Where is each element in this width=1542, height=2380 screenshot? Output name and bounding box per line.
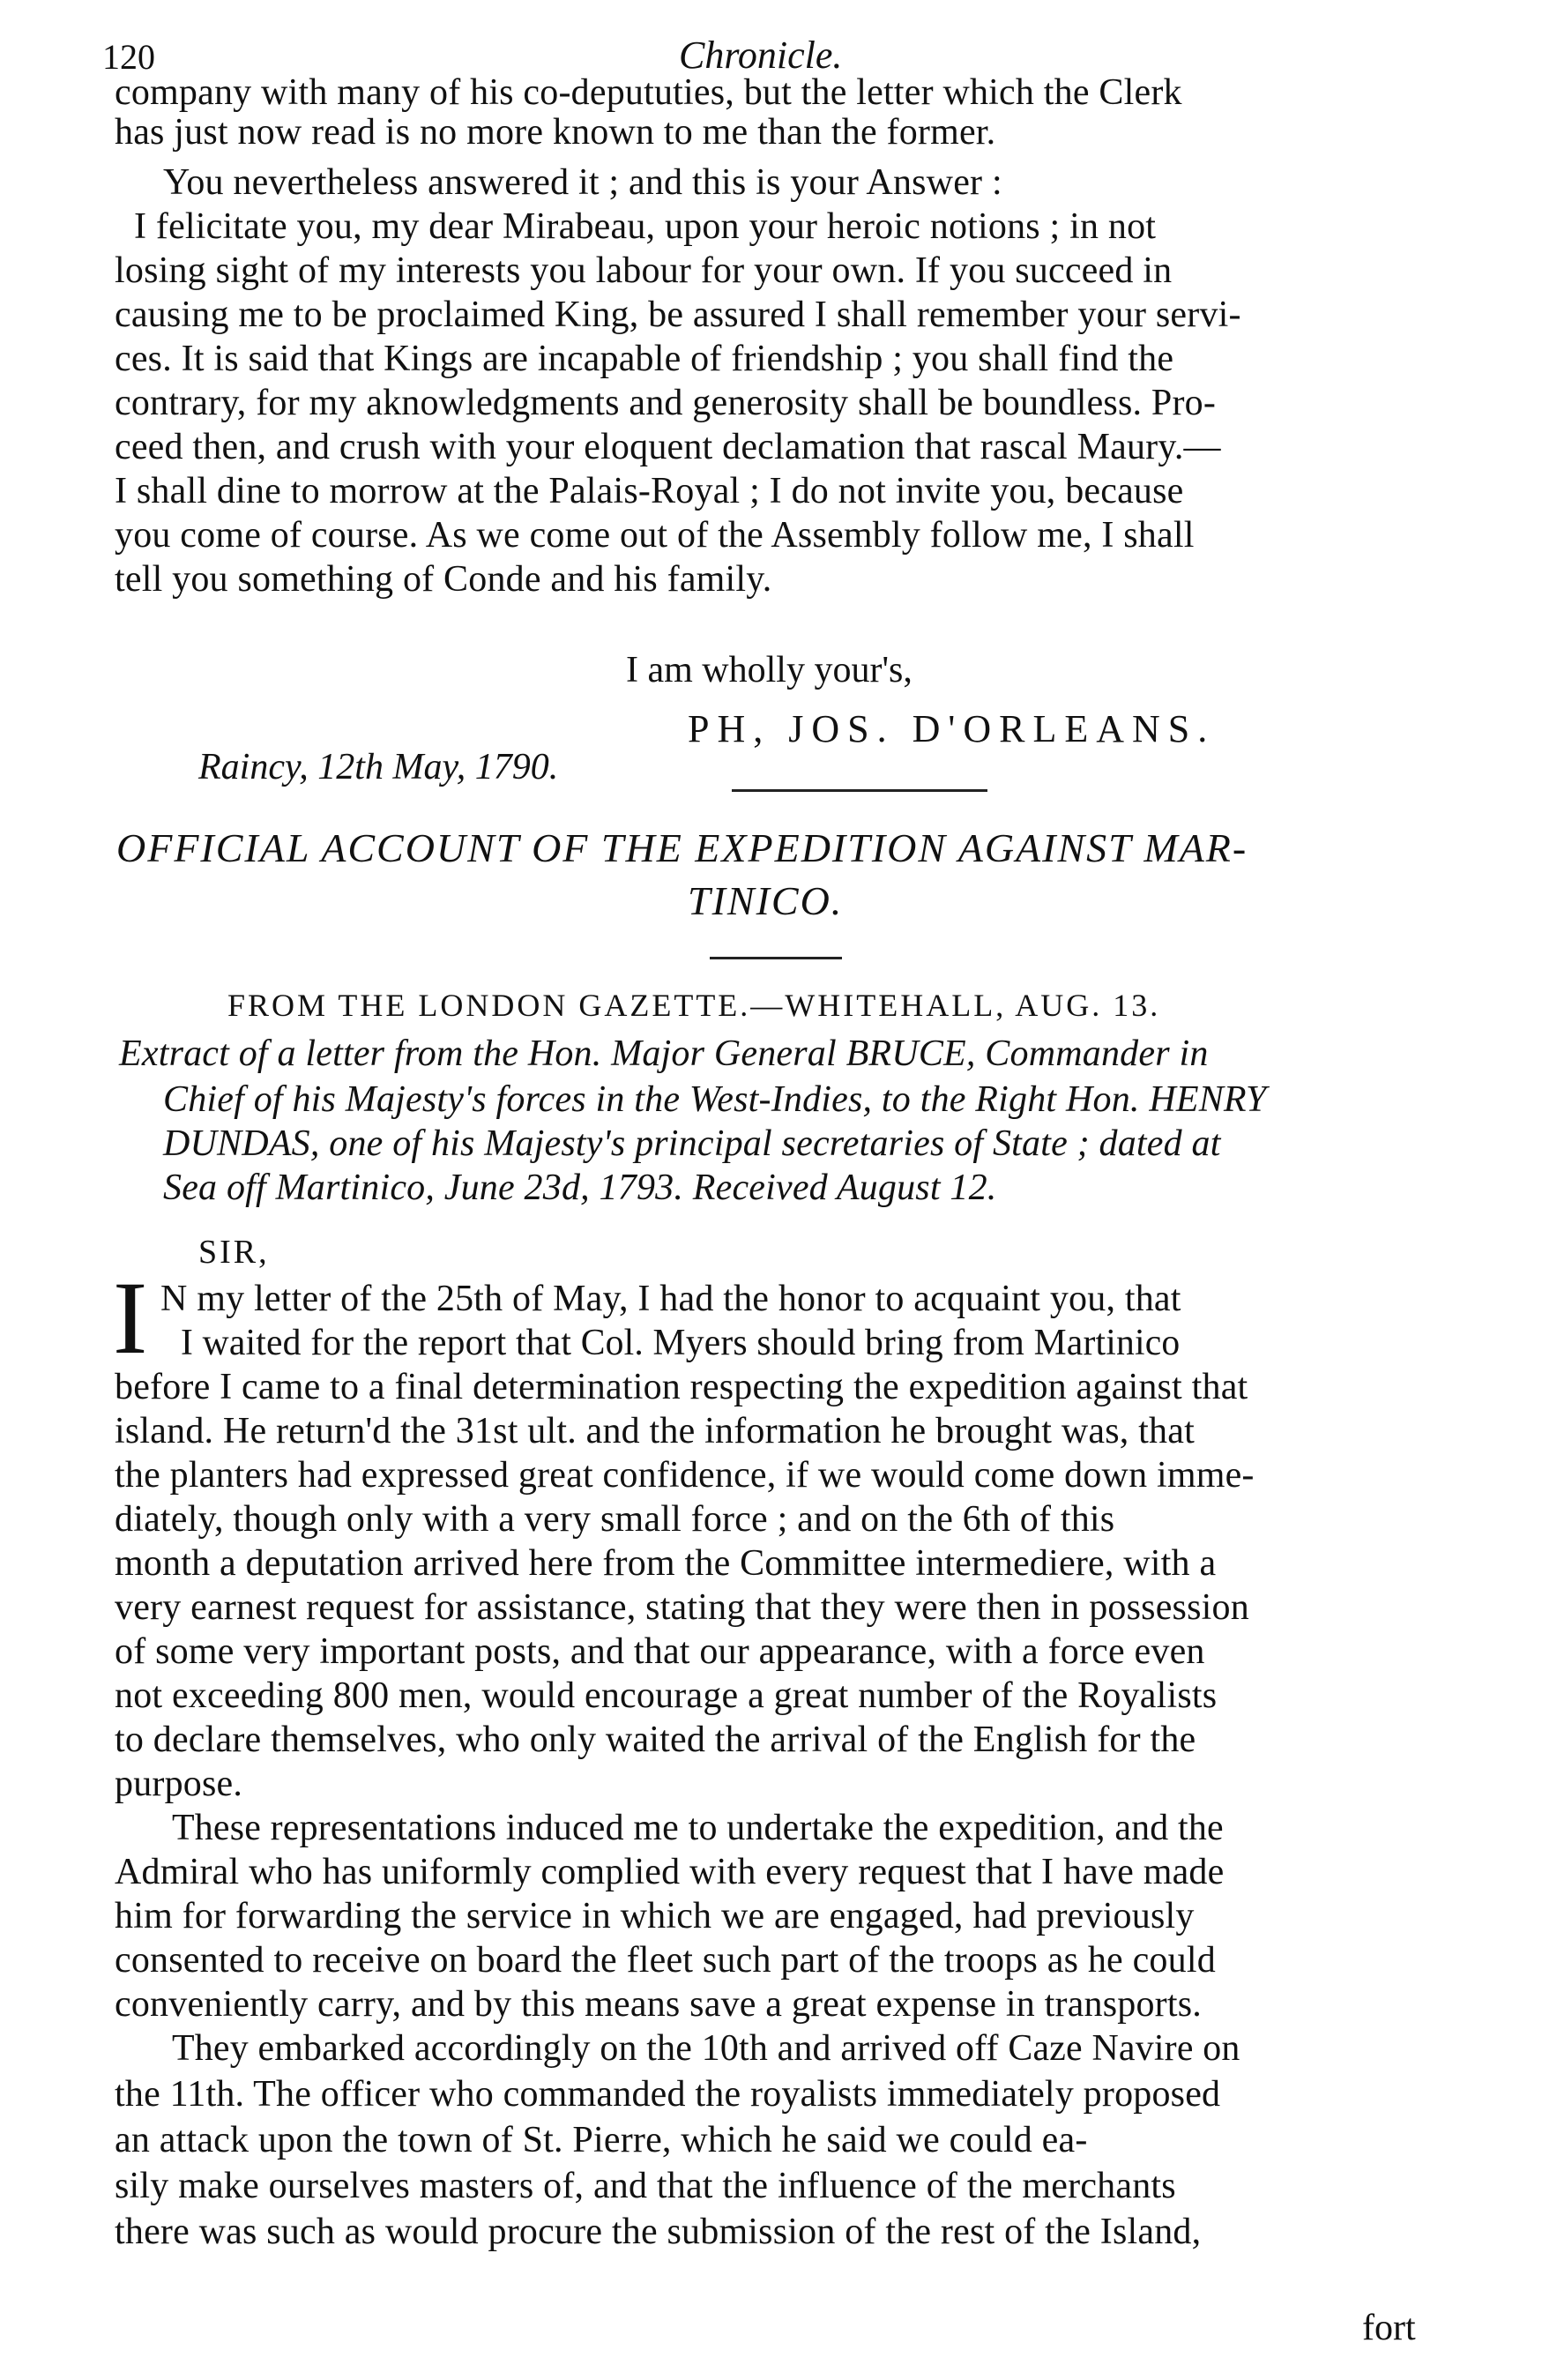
letter-line: contrary, for my aknowledgments and generosity shall be boundless. Pro- [115,383,1217,423]
body-line: the 11th. The officer who commanded the royalists immediately proposed [115,2074,1221,2115]
letter-dateline: Raincy, 12th May, 1790. [198,747,559,787]
letter-line: I shall dine to morrow at the Palais-Royal ; I do not invite you, because [115,471,1184,511]
section-divider [732,789,987,792]
letter-closing: I am wholly your's, [626,650,913,690]
article-heading: OFFICIAL ACCOUNT OF THE EXPEDITION AGAINST MAR- [116,825,1248,870]
body-line: before I came to a final determination respecting the expedition against that [115,1367,1248,1407]
body-line: conveniently carry, and by this means save a great expense in transports. [115,1984,1202,2025]
body-line: They embarked accordingly on the 10th and arrived off Caze Navire on [172,2028,1240,2069]
body-line: the planters had expressed great confidence, if we would come down imme- [115,1455,1255,1496]
body-line: month a deputation arrived here from the Committee intermediere, with a [115,1543,1217,1584]
body-line: N my letter of the 25th of May, I had the honor to acquaint you, that [160,1279,1181,1319]
extract-line: DUNDAS, one of his Majesty's principal secretaries of State ; dated at [163,1123,1221,1164]
running-title: Chronicle. [679,34,843,77]
letter-line: losing sight of my interests you labour for your own. If you succeed in [115,250,1173,291]
extract-line: Sea off Martinico, June 23d, 1793. Received August 12. [163,1168,997,1208]
article-heading-cont: TINICO. [688,878,844,923]
body-line: I waited for the report that Col. Myers should bring from Martinico [181,1323,1181,1363]
drop-cap: I [113,1260,148,1376]
body-line: there was such as would procure the submission of the rest of the Island, [115,2212,1202,2252]
letter-line: ces. It is said that Kings are incapable of friendship ; you shall find the [115,339,1174,379]
body-line: Admiral who has uniformly complied with every request that I have made [115,1852,1225,1892]
body-line: purpose. [115,1764,243,1804]
letter-line: I felicitate you, my dear Mirabeau, upon your heroic notions ; in not [134,206,1157,247]
extract-line: Chief of his Majesty's forces in the West-Indies, to the Right Hon. HENRY [163,1079,1267,1120]
letter-line: you come of course. As we come out of the Assembly follow me, I shall [115,515,1195,556]
body-line: diately, though only with a very small force ; and on the 6th of this [115,1499,1115,1540]
letter-line: company with many of his co-depututies, but the letter which the Clerk [115,72,1182,113]
body-line: an attack upon the town of St. Pierre, which he said we could ea- [115,2120,1088,2160]
salutation: SIR, [198,1234,270,1271]
heading-rule [710,957,842,959]
body-line: of some very important posts, and that our appearance, with a force even [115,1631,1205,1672]
letter-line: causing me to be proclaimed King, be assured I shall remember your servi- [115,295,1241,335]
body-line: consented to receive on board the fleet such part of the troops as he could [115,1940,1216,1981]
body-line: him for forwarding the service in which we are engaged, had previously [115,1896,1195,1936]
body-line: sily make ourselves masters of, and that the influence of the merchants [115,2166,1176,2206]
letter-line: You nevertheless answered it ; and this is your Answer : [163,162,1002,203]
letter-signature: PH, JOS. D'ORLEANS. [688,707,1216,750]
catchword: fort [1362,2308,1416,2348]
body-line: island. He return'd the 31st ult. and the information he brought was, that [115,1411,1195,1451]
body-line: very earnest request for assistance, stating that they were then in possession [115,1587,1249,1628]
source-line: FROM THE LONDON GAZETTE.—WHITEHALL, AUG. 13. [227,988,1161,1023]
body-line: These representations induced me to undertake the expedition, and the [172,1808,1224,1848]
body-line: not exceeding 800 men, would encourage a great number of the Royalists [115,1675,1218,1716]
body-line: to declare themselves, who only waited the arrival of the English for the [115,1720,1196,1760]
page-number: 120 [102,37,155,77]
extract-line: Extract of a letter from the Hon. Major General BRUCE, Commander in [119,1033,1209,1074]
letter-line: has just now read is no more known to me than the former. [115,112,996,153]
letter-line: tell you something of Conde and his family. [115,559,772,600]
letter-line: ceed then, and crush with your eloquent declamation that rascal Maury.— [115,427,1221,467]
